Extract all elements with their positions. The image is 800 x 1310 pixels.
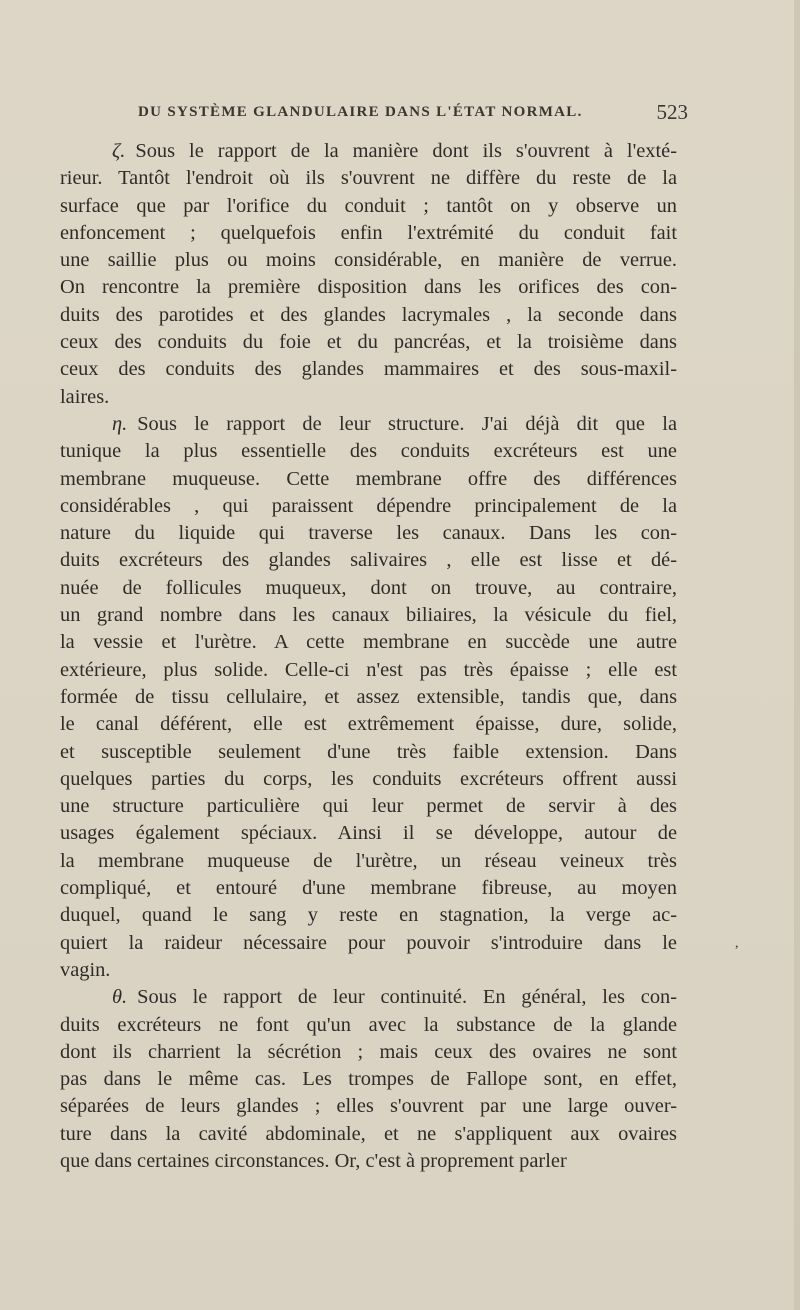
line-text: que dans certaines circonstances. Or, c'est à proprement parler [60, 1149, 567, 1172]
line-text: tunique la plus essentielle des conduits excréteurs est une [60, 440, 677, 463]
text-line [60, 220, 677, 247]
page-header [138, 100, 688, 130]
line-text: le canal déférent, elle est extrêmement épaisse, dure, solide, [60, 713, 677, 736]
line-text: nature du liquide qui traverse les canaux. Dans les con- [60, 522, 677, 545]
text-line [60, 466, 677, 493]
line-text: ture dans la cavité abdominale, et ne s'appliquent aux ovaires [60, 1122, 677, 1145]
text-line [60, 1039, 677, 1066]
line-text: enfoncement ; quelquefois enfin l'extrémité du conduit fait [60, 221, 677, 244]
line-text: laires. [60, 385, 110, 408]
text-line [60, 1012, 677, 1039]
text-line [60, 711, 677, 738]
text-line [60, 629, 677, 656]
line-text: vagin. [60, 958, 111, 981]
text-line [60, 547, 677, 574]
line-text: séparées de leurs glandes ; elles s'ouvrent par une large ouver- [60, 1095, 677, 1118]
text-line [60, 602, 677, 629]
text-line [60, 902, 677, 929]
line-text: considérables , qui paraissent dépendre principalement de la [60, 494, 677, 517]
text-line [60, 193, 677, 220]
line-text: ceux des conduits du foie et du pancréas, et la troisième dans [60, 331, 677, 354]
section-marker: ζ. [112, 140, 126, 162]
text-line [60, 493, 677, 520]
line-text: Sous le rapport de leur structure. J'ai déjà dit que la [137, 412, 677, 435]
line-text: un grand nombre dans les canaux biliaires, la vésicule du fiel, [60, 604, 677, 627]
line-text: quelques parties du corps, les conduits excréteurs offrent aussi [60, 767, 677, 790]
text-line [60, 793, 677, 820]
text-line [60, 739, 677, 766]
line-text: membrane muqueuse. Cette membrane offre des différences [60, 467, 677, 490]
line-text: compliqué, et entouré d'une membrane fibreuse, au moyen [60, 877, 677, 900]
text-line [60, 356, 677, 383]
line-text: rieur. Tantôt l'endroit où ils s'ouvrent ne diffère du reste de la [60, 167, 677, 190]
line-text: quiert la raideur nécessaire pour pouvoir s'introduire dans le [60, 931, 677, 954]
section-marker: η. [112, 412, 128, 435]
text-line [60, 302, 677, 329]
line-text: une saillie plus ou moins considérable, en manière de verrue. [60, 249, 677, 272]
text-line [60, 1093, 677, 1120]
text-line [60, 520, 677, 547]
text-line [60, 684, 677, 711]
text-line [60, 957, 677, 984]
line-text: et susceptible seulement d'une très faible extension. Dans [60, 740, 677, 763]
text-line [60, 411, 677, 438]
line-text: nuée de follicules muqueux, dont on trouve, au contraire, [60, 576, 677, 599]
text-line [60, 329, 677, 356]
text-line [60, 1148, 677, 1175]
line-text: duits excréteurs des glandes salivaires , elle est lisse et dé- [60, 549, 677, 572]
text-line [60, 247, 677, 274]
paragraph [60, 411, 677, 984]
line-text: duits excréteurs ne font qu'un avec la substance de la glande [60, 1013, 677, 1036]
text-line [60, 657, 677, 684]
line-text: formée de tissu cellulaire, et assez extensible, tandis que, dans [60, 685, 677, 708]
text-line [60, 438, 677, 465]
line-text: ceux des conduits des glandes mammaires et des sous-maxil- [60, 358, 677, 381]
line-text: dont ils charrient la sécrétion ; mais ceux des ovaires ne sont [60, 1040, 677, 1063]
section-marker: θ. [112, 986, 128, 1009]
body-text [60, 138, 677, 1175]
line-text: duits des parotides et des glandes lacrymales , la seconde dans [60, 303, 677, 326]
line-text: la membrane muqueuse de l'urètre, un réseau veineux très [60, 849, 677, 872]
line-text: usages également spéciaux. Ainsi il se développe, autour de [60, 822, 677, 845]
paragraph [60, 138, 677, 411]
text-line [60, 138, 677, 165]
text-line [60, 820, 677, 847]
text-line [60, 1121, 677, 1148]
line-text: pas dans le même cas. Les trompes de Fallope sont, en effet, [60, 1068, 677, 1091]
line-text: une structure particulière qui leur permet de servir à des [60, 795, 677, 818]
paragraph [60, 984, 677, 1175]
line-text: On rencontre la première disposition dans les orifices des con- [60, 276, 677, 299]
line-text: duquel, quand le sang y reste en stagnation, la verge ac- [60, 904, 677, 927]
text-line [60, 165, 677, 192]
page-number: 523 [656, 100, 688, 124]
text-line [60, 930, 677, 957]
text-line [60, 766, 677, 793]
line-text: surface que par l'orifice du conduit ; tantôt on y observe un [60, 194, 677, 217]
text-line [60, 984, 677, 1011]
text-line [60, 274, 677, 301]
line-text: Sous le rapport de la manière dont ils s'ouvrent à l'exté- [135, 140, 677, 162]
line-text: extérieure, plus solide. Celle-ci n'est pas très épaisse ; elle est [60, 658, 677, 681]
text-line [60, 1066, 677, 1093]
margin-mark: , [735, 936, 739, 951]
text-line [60, 848, 677, 875]
running-head: DU SYSTÈME GLANDULAIRE DANS L'ÉTAT NORMAL. [138, 104, 583, 120]
page-edge [794, 0, 800, 1310]
line-text: Sous le rapport de leur continuité. En général, les con- [137, 986, 677, 1009]
text-line [60, 384, 677, 411]
text-line [60, 875, 677, 902]
text-line [60, 575, 677, 602]
line-text: la vessie et l'urètre. A cette membrane en succède une autre [60, 631, 677, 654]
